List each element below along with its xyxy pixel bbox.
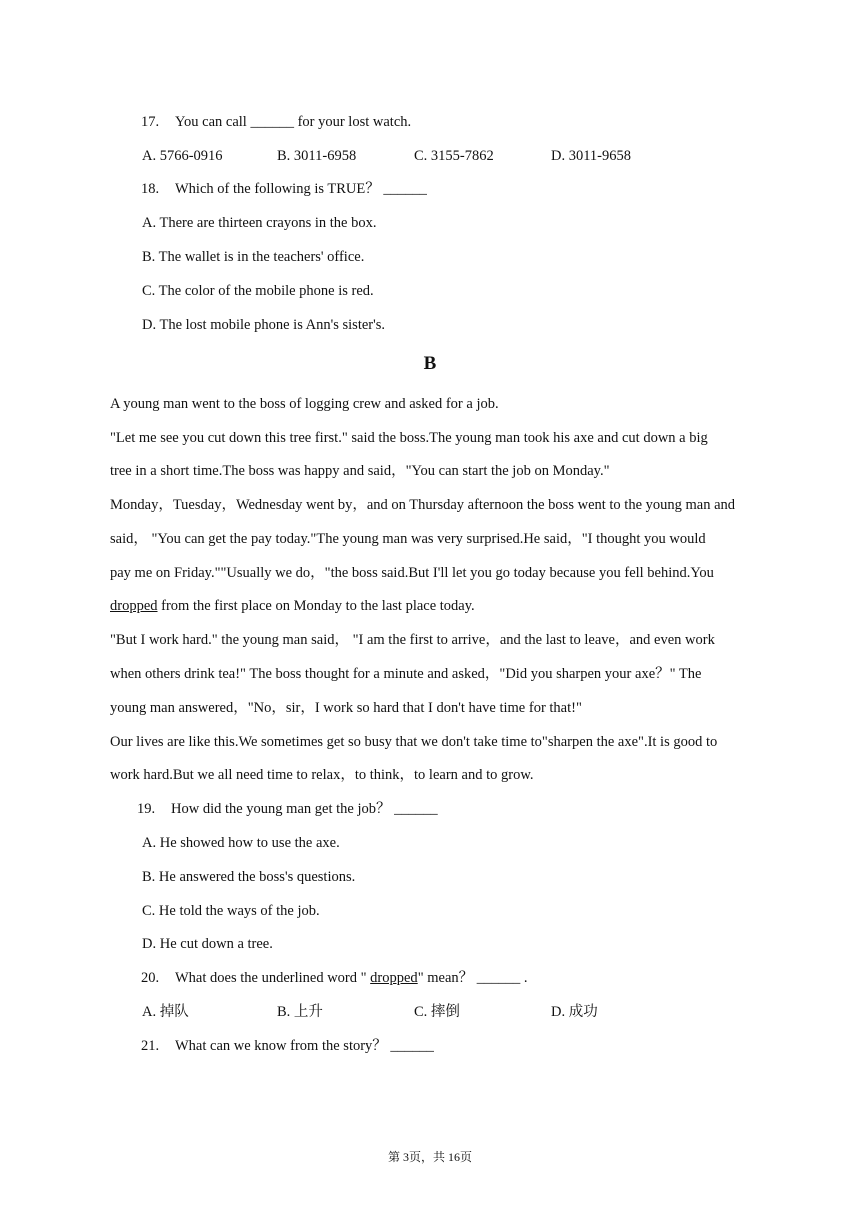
option-a[interactable]: A. There are thirteen crayons in the box. — [142, 215, 377, 231]
question-number: 18. — [141, 181, 160, 197]
question-19 — [137, 800, 438, 818]
page-footer: 第 3页，共 16页 — [387, 1150, 472, 1164]
question-number: 17. — [141, 114, 160, 130]
question-20 — [141, 969, 528, 987]
passage-line: work hard.But we all need time to relax，to think，to learn and to grow. — [110, 767, 534, 783]
question-number: 21. — [141, 1038, 160, 1054]
question-17-options — [0, 147, 860, 165]
question-18 — [141, 180, 427, 198]
passage-line: "Let me see you cut down this tree first." said the boss.The young man took his axe and cut down a big — [110, 430, 708, 446]
question-text: Which of the following is TRUE？ ______ — [175, 181, 427, 197]
option-a[interactable]: A. 掉队 — [142, 1004, 189, 1020]
question-number: 19. — [137, 801, 156, 817]
question-text: How did the young man get the job？ ______ — [171, 801, 438, 817]
option-b[interactable]: B. The wallet is in the teachers' office. — [142, 249, 365, 265]
question-text: " mean？ ______ . — [417, 970, 528, 986]
passage-line: Our lives are like this.We sometimes get so busy that we don't take time to"sharpen the axe".It is good to — [110, 734, 718, 750]
underlined-word: dropped — [370, 970, 418, 986]
underlined-word: dropped — [110, 598, 158, 614]
question-number: 20. — [141, 970, 160, 986]
option-d[interactable]: D. 3011-9658 — [551, 148, 632, 164]
option-c[interactable]: C. He told the ways of the job. — [142, 903, 320, 919]
option-c[interactable]: C. The color of the mobile phone is red. — [142, 283, 374, 299]
option-d[interactable]: D. 成功 — [551, 1004, 598, 1020]
passage-line: tree in a short time.The boss was happy and said，"You can start the job on Monday." — [110, 463, 610, 479]
option-a[interactable]: A. 5766-0916 — [142, 148, 223, 164]
question-17 — [141, 113, 411, 131]
passage-line: Monday，Tuesday，Wednesday went by，and on Thursday afternoon the boss went to the young man and — [110, 497, 736, 513]
question-text: What does the underlined word " — [175, 970, 371, 986]
question-20-options — [0, 1003, 860, 1021]
option-c[interactable]: C. 摔倒 — [414, 1004, 460, 1020]
question-text: What can we know from the story？ ______ — [175, 1038, 434, 1054]
passage-line: A young man went to the boss of logging crew and asked for a job. — [110, 396, 499, 412]
option-b[interactable]: B. 3011-6958 — [277, 148, 357, 164]
option-c[interactable]: C. 3155-7862 — [414, 148, 494, 164]
option-d[interactable]: D. The lost mobile phone is Ann's sister's. — [142, 317, 385, 333]
passage-line: pay me on Friday.""Usually we do，"the boss said.But I'll let you go today because you fell behind.You — [110, 565, 714, 581]
passage-line: young man answered，"No，sir，I work so hard that I don't have time for that!" — [110, 700, 582, 716]
question-21 — [141, 1037, 434, 1055]
passage-text: from the first place on Monday to the last place today. — [157, 598, 475, 614]
passage-line: when others drink tea!" The boss thought for a minute and asked，"Did you sharpen your axe？" The — [110, 666, 702, 682]
option-a[interactable]: A. He showed how to use the axe. — [142, 835, 340, 851]
option-b[interactable]: B. He answered the boss's questions. — [142, 869, 356, 885]
section-title: B — [423, 353, 437, 374]
question-text: You can call ______ for your lost watch. — [175, 114, 412, 130]
option-d[interactable]: D. He cut down a tree. — [142, 936, 273, 952]
passage-line — [110, 597, 475, 615]
passage-line: "But I work hard." the young man said， "I am the first to arrive，and the last to leave，and even work — [110, 632, 715, 648]
passage-line: said， "You can get the pay today."The young man was very surprised.He said，"I thought you would — [110, 531, 706, 547]
option-b[interactable]: B. 上升 — [277, 1004, 323, 1020]
